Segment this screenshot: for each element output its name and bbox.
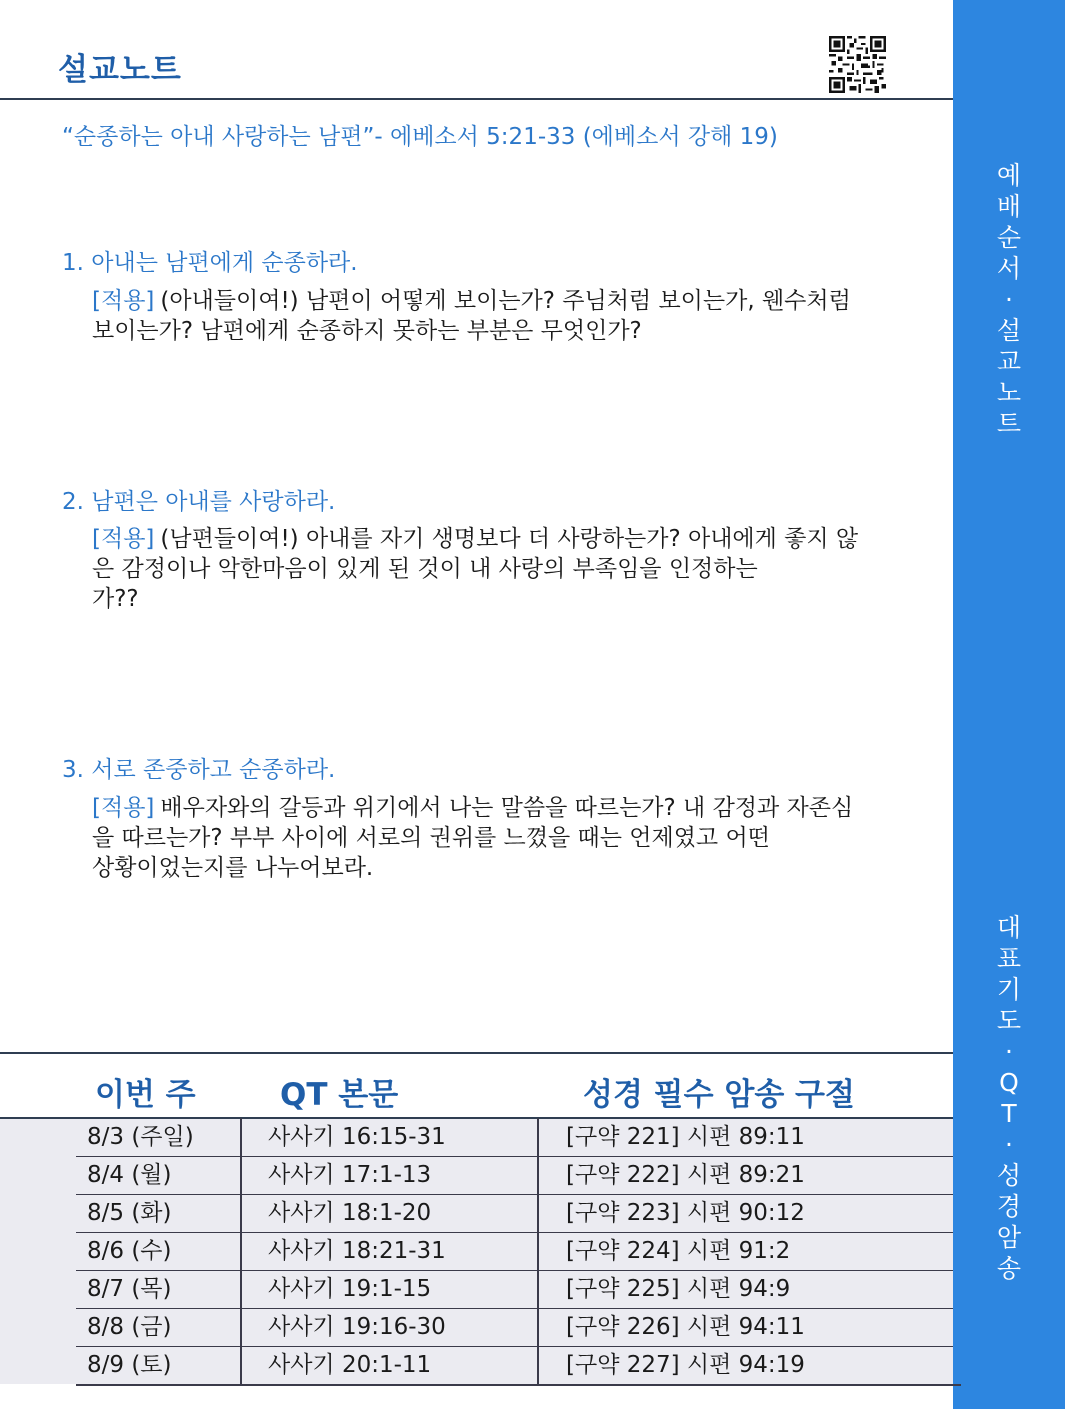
table-cell-day: 8/8 (금) xyxy=(87,1314,172,1340)
table-cell-verse: [구약 223] 시편 90:12 xyxy=(566,1200,805,1226)
sidebar xyxy=(953,0,1065,1409)
header-divider xyxy=(0,98,953,100)
sidebar-label-prayer-qt-memory[interactable]: 대 표 기 도 · Q T · 성 경 암 송 xyxy=(996,913,1022,1283)
row-divider xyxy=(76,1156,953,1157)
row-divider xyxy=(76,1194,953,1195)
table-cell-day: 8/4 (월) xyxy=(87,1162,172,1188)
table-cell-verse: [구약 227] 시편 94:19 xyxy=(566,1352,805,1378)
table-cell-verse: [구약 222] 시편 89:21 xyxy=(566,1162,805,1188)
table-cell-day: 8/5 (화) xyxy=(87,1200,172,1226)
application-tag: [적용] xyxy=(92,526,155,552)
application-text: 배우자와의 갈등과 위기에서 나는 말씀을 따르는가? 내 감정과 자존심 을 따르는가? 부부 사이에 서로의 권위를 느꼈을 때는 언제였고 어떤 상황이었는지를 나누어보라. xyxy=(92,795,854,881)
table-header-qt: QT 본문 xyxy=(280,1077,399,1113)
table-cell-qt: 사사기 16:15-31 xyxy=(268,1124,446,1150)
table-header-memory-verse: 성경 필수 암송 구절 xyxy=(583,1077,855,1113)
application-2 xyxy=(92,524,932,614)
sermon-subtitle: “순종하는 아내 사랑하는 남편”- 에베소서 5:21-33 (에베소서 강해 19) xyxy=(62,124,778,150)
qr-code-icon[interactable] xyxy=(829,36,886,93)
table-cell-qt: 사사기 20:1-11 xyxy=(268,1352,432,1378)
application-3 xyxy=(92,793,932,883)
application-text: (아내들이여!) 남편이 어떻게 보이는가? 주님처럼 보이는가, 웬수처럼 보이는가? 남편에게 순종하지 못하는 부분은 무엇인가? xyxy=(92,288,851,344)
point-heading-1: 1. 아내는 남편에게 순종하라. xyxy=(62,250,358,276)
row-divider xyxy=(76,1346,953,1347)
table-cell-qt: 사사기 17:1-13 xyxy=(268,1162,432,1188)
row-divider xyxy=(76,1308,953,1309)
table-cell-qt: 사사기 19:1-15 xyxy=(268,1276,432,1302)
table-bottom-divider xyxy=(76,1384,961,1386)
table-cell-day: 8/7 (목) xyxy=(87,1276,172,1302)
point-heading-2: 2. 남편은 아내를 사랑하라. xyxy=(62,489,336,515)
table-cell-verse: [구약 226] 시편 94:11 xyxy=(566,1314,805,1340)
table-cell-verse: [구약 221] 시편 89:11 xyxy=(566,1124,805,1150)
row-divider xyxy=(76,1270,953,1271)
application-tag: [적용] xyxy=(92,288,155,314)
table-cell-day: 8/6 (수) xyxy=(87,1238,172,1264)
table-cell-day: 8/9 (토) xyxy=(87,1352,172,1378)
row-divider xyxy=(76,1232,953,1233)
table-cell-qt: 사사기 18:1-20 xyxy=(268,1200,432,1226)
point-heading-3: 3. 서로 존중하고 순종하라. xyxy=(62,757,336,783)
application-tag: [적용] xyxy=(92,795,155,821)
table-cell-day: 8/3 (주일) xyxy=(87,1124,194,1150)
application-1 xyxy=(92,286,932,346)
table-cell-verse: [구약 224] 시편 91:2 xyxy=(566,1238,791,1264)
table-cell-qt: 사사기 18:21-31 xyxy=(268,1238,446,1264)
table-cell-qt: 사사기 19:16-30 xyxy=(268,1314,446,1340)
sidebar-label-worship-notes[interactable]: 예 배 순 서 · 설 교 노 트 xyxy=(996,161,1022,438)
table-top-divider xyxy=(0,1052,953,1054)
application-text: (남편들이여!) 아내를 자기 생명보다 더 사랑하는가? 아내에게 좋지 않 은 감정이나 악한마음이 있게 된 것이 내 사랑의 부족임을 인정하는 가?? xyxy=(92,526,859,612)
table-header-week: 이번 주 xyxy=(95,1077,196,1113)
table-cell-verse: [구약 225] 시편 94:9 xyxy=(566,1276,791,1302)
page-title: 설교노트 xyxy=(58,52,182,88)
